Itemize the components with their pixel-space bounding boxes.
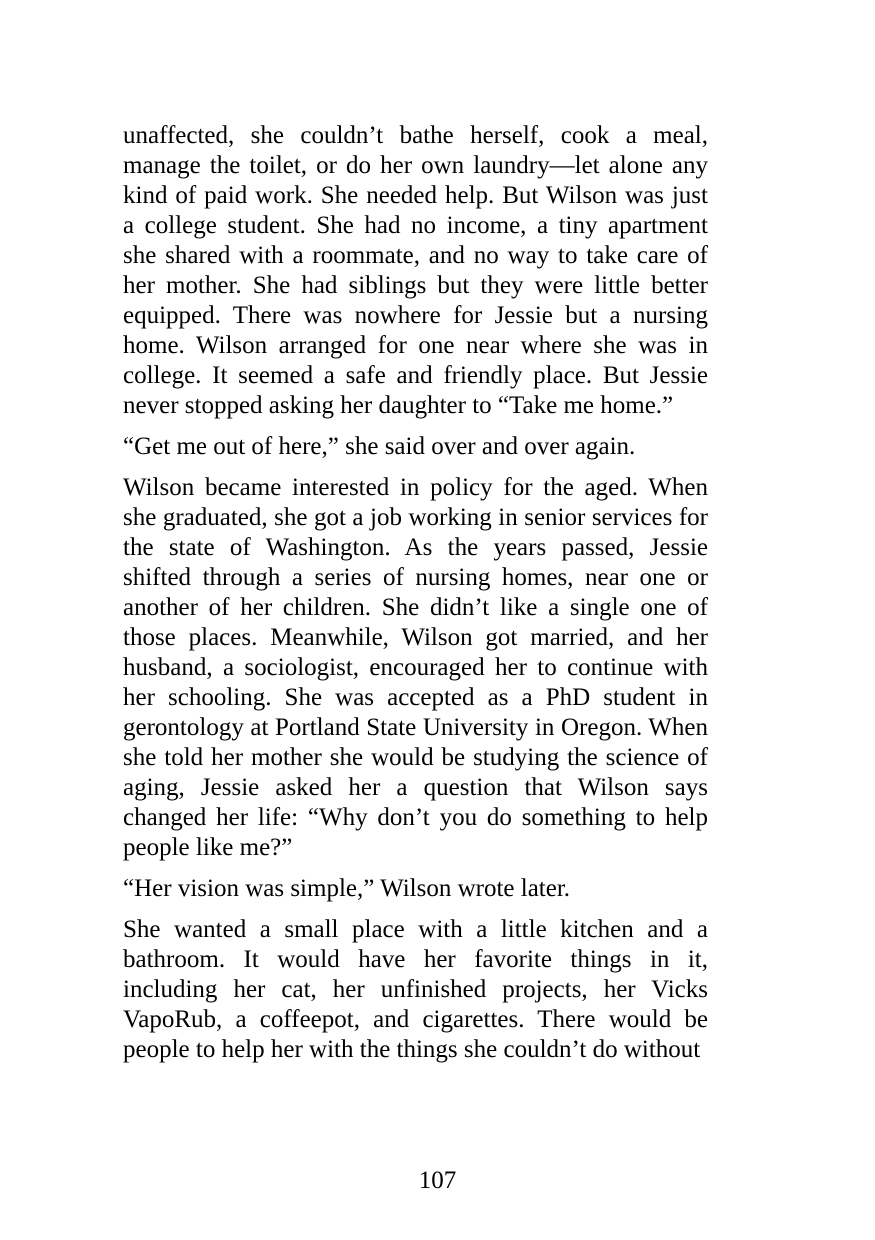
page-number: 107 (418, 1167, 457, 1194)
paragraph: “Her vision was simple,” Wilson wrote later. (123, 875, 571, 902)
body-text (123, 121, 708, 1065)
paragraph: unaffected, she couldn’t bathe herself, cook a meal, manage the toilet, or do her own laundry—let alone any kind of paid work. She needed help. But Wilson was just a college student. She had no income, a tiny apartment she shared with a roommate, and no way to take care of her mother. She had siblings but they were little better equipped. There was nowhere for Jessie but a nursing home. Wilson arranged for one near where she was in college. It seemed a safe and friendly place. But Jessie never stopped asking her daughter to “Take me home.” (123, 122, 708, 419)
paragraph: Wilson became interested in policy for the aged. When she graduated, she got a job working in senior services for the state of Washington. As the years passed, Jessie shifted through a series of nursing homes, near one or another of her children. She didn’t like a single one of those places. Meanwhile, Wilson got married, and her husband, a sociologist, encouraged her to continue with her schooling. She was accepted as a PhD student in gerontology at Portland State University in Oregon. When she told her mother she would be studying the science of aging, Jessie asked her a question that Wilson says changed her life: “Why don’t you do something to help people like me?” (123, 474, 708, 861)
paragraph: She wanted a small place with a little kitchen and a bathroom. It would have her favorite things in it, including her cat, her unfinished projects, her Vicks VapoRub, a coffeepot, and cigarettes. There would be people to help her with the things she couldn’t do without (123, 916, 708, 1063)
paragraph: “Get me out of here,” she said over and over again. (123, 433, 636, 460)
